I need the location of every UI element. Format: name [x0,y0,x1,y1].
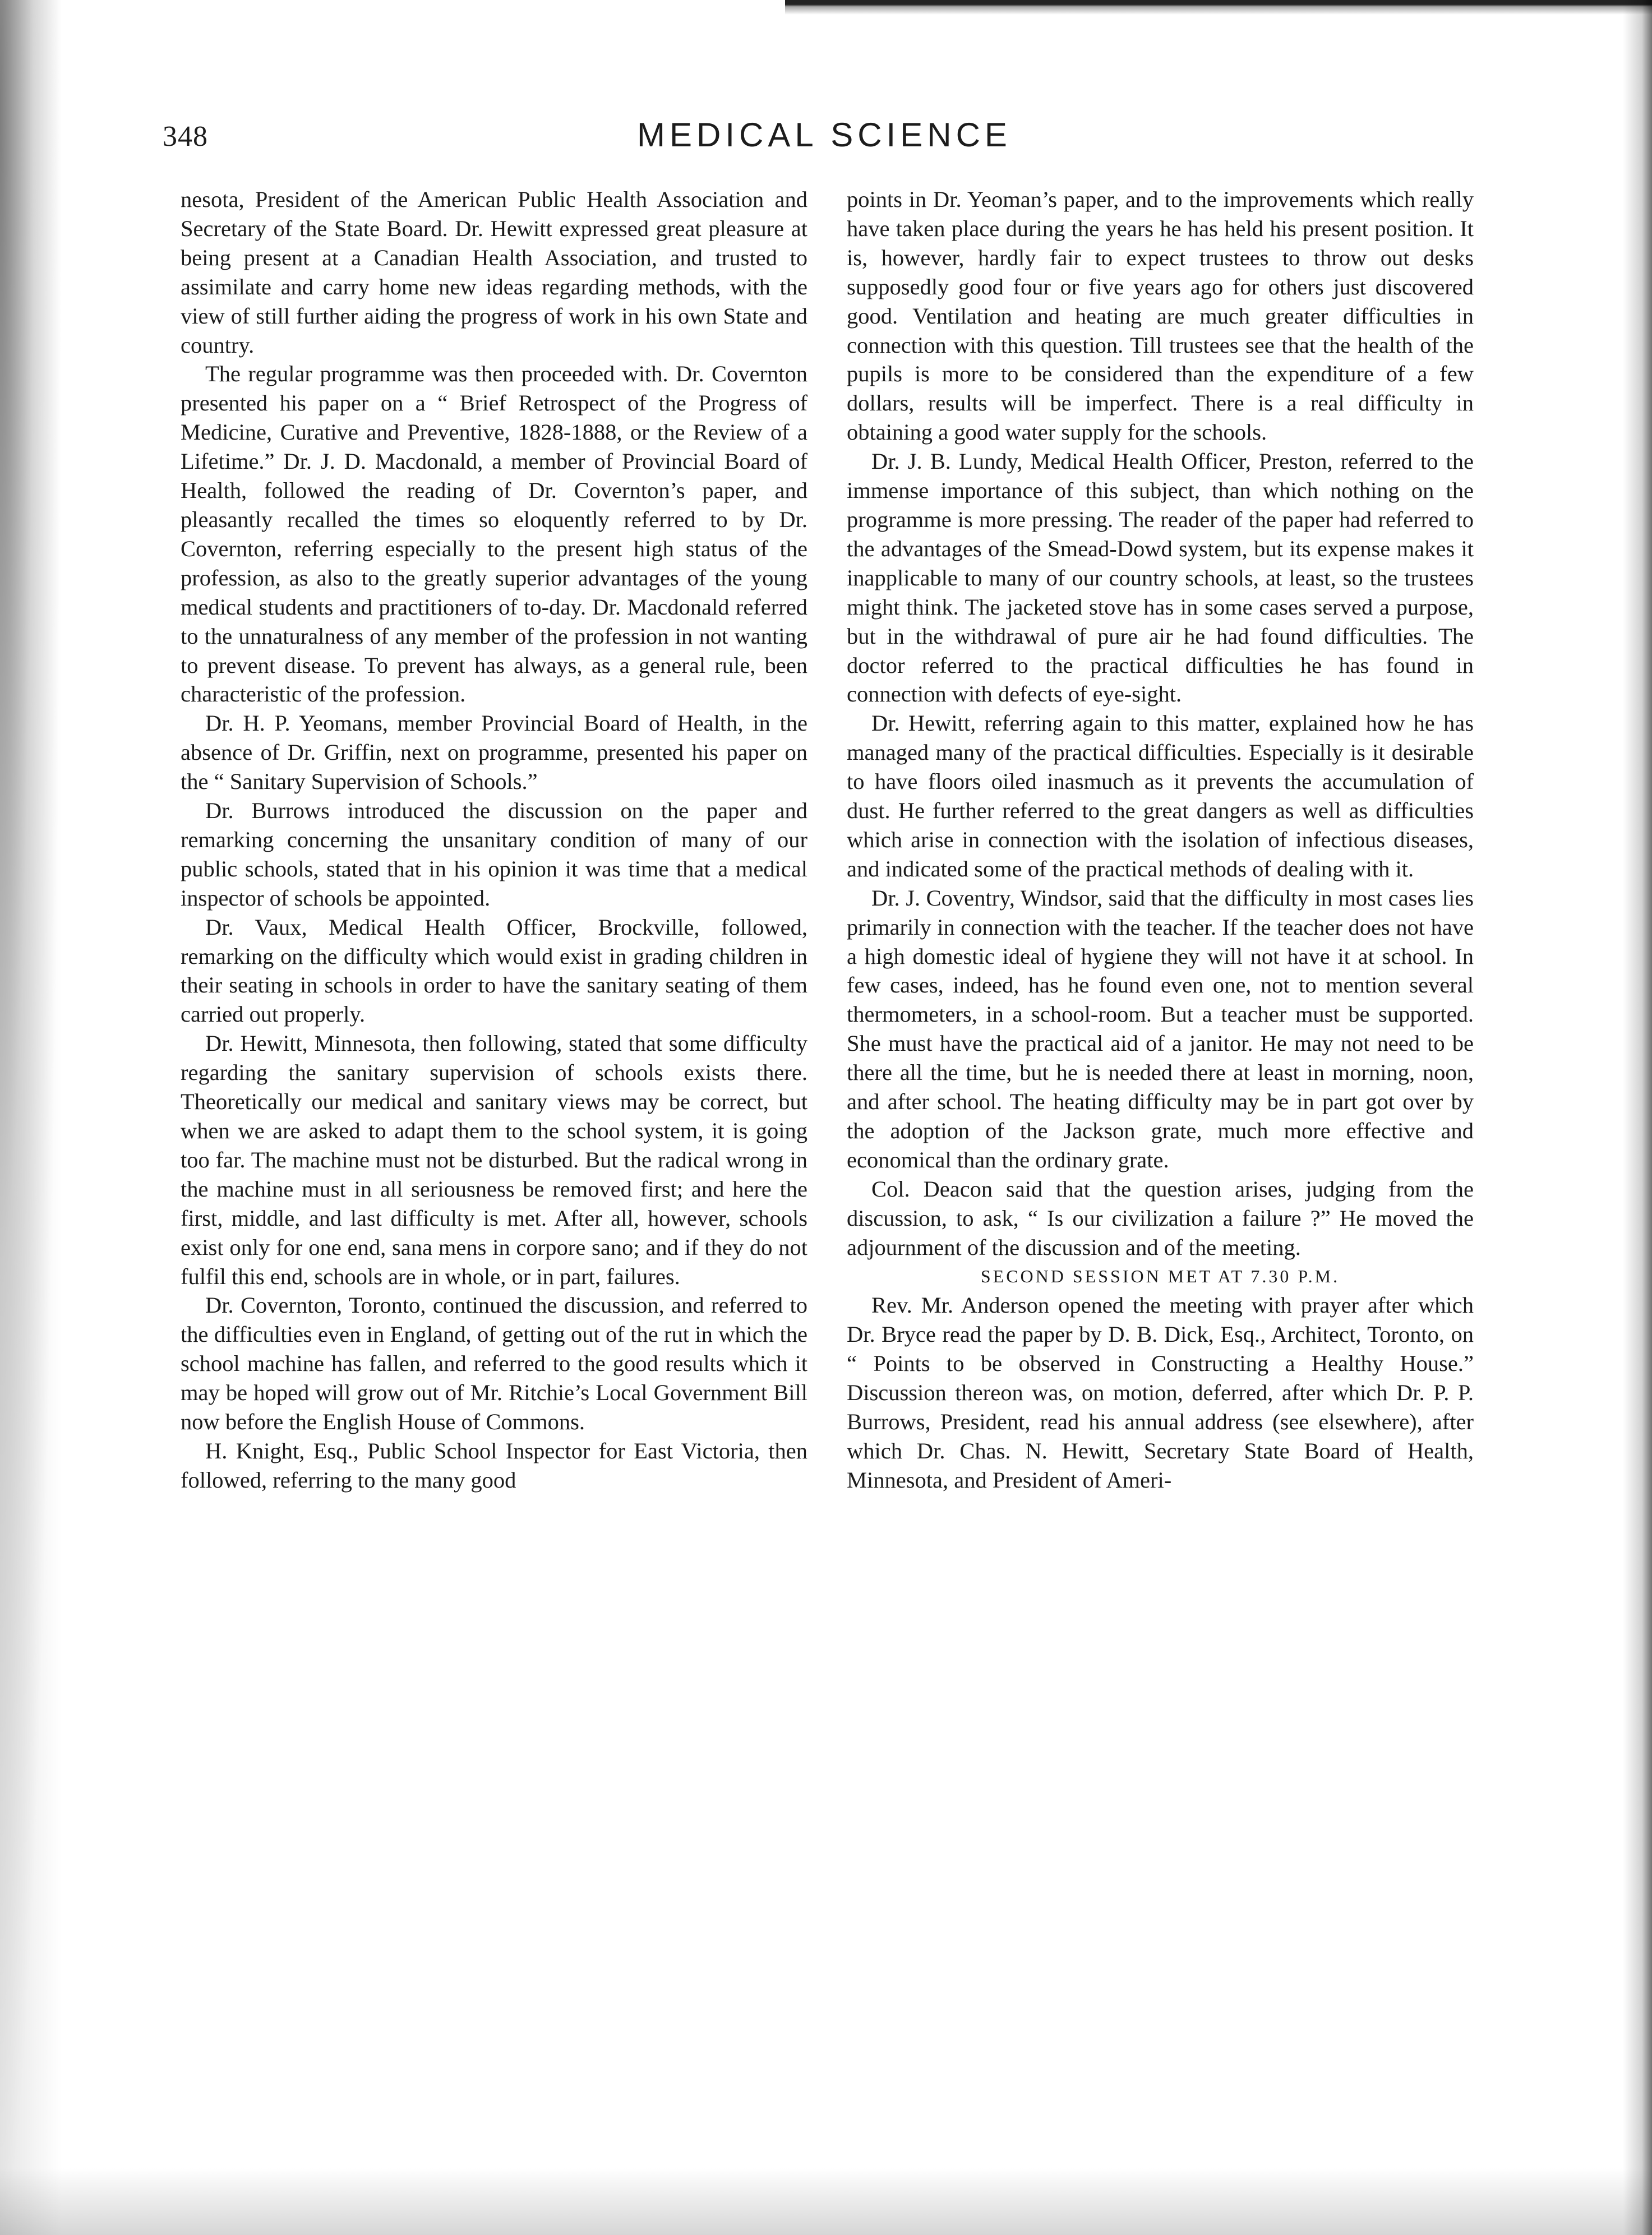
paragraph: Dr. J. Coventry, Windsor, said that the difficulty in most cases lies primarily in connection with the teacher. If the teacher does not have a high domestic ideal of hygiene they will not have it at school. In few cases, indeed, has he found even one, not to mention several thermometers, in a school-room. But a teacher must be supported. She must have the practical aid of a janitor. He may not need to be there all the time, but he is needed there at least in morning, noon, and after school. The heating difficulty may be in part got over by the adoption of the Jackson grate, much more effective and economical than the ordinary grate. [847,885,1474,1172]
paragraph: H. Knight, Esq., Public School Inspector for East Victoria, then followed, referring to the many good [181,1438,807,1493]
paragraph: points in Dr. Yeoman’s paper, and to the improvements which really have taken place during the years he has held his present position. It is, however, hardly fair to expect trustees to throw out desks supposedly good four or five years ago for others just discovered good. Ventilation and heating are much greater difficulties in connection with this question. Till trustees see that the health of the pupils is more to be considered than the expenditure of a few dollars, results will be imperfect. There is a real difficulty in obtaining a good water supply for the schools. [847,187,1474,445]
paragraph: Dr. Vaux, Medical Health Officer, Brockville, followed, remarking on the difficulty which would exist in grading children in their seating in schools in order to have the sanitary seating of them carried out properly. [181,914,807,1027]
paragraph: Rev. Mr. Anderson opened the meeting with prayer after which Dr. Bryce read the paper by D. B. Dick, Esq., Architect, Toronto, on “ Points to be observed in Constructing a Healthy House.” Discussion thereon was, on motion, deferred, after which Dr. P. P. Burrows, President, read his annual address (see elsewhere), after which Dr. Chas. N. Hewitt, Secretary State Board of Health, Minnesota, and President of Ameri- [847,1292,1474,1493]
running-title: MEDICAL SCIENCE [637,116,1012,154]
page-number: 348 [163,121,208,153]
paragraph: nesota, President of the American Public Health Association and Secretary of the State Board. Dr. Hewitt expressed great pleasure at being present at a Canadian Health Association, and trusted to assimilate and carry home new ideas regarding methods, with the view of still further aiding the progress of work in his own State and country. [181,187,807,358]
paragraph: Col. Deacon said that the question arises, judging from the discussion, to ask, “ Is our civilization a failure ?” He moved the adjournment of the discussion and of the meeting. [847,1176,1474,1260]
page-header [163,116,1486,166]
scan-edge-top [785,0,1652,15]
section-heading: SECOND SESSION MET AT 7.30 P.M. [980,1266,1340,1286]
left-column [181,185,807,1495]
paragraph: The regular programme was then proceeded with. Dr. Covernton presented his paper on a “ Brief Retrospect of the Progress of Medicine, Curative and Preventive, 1828-1888, or the Review of a Lifetime.” Dr. J. D. Macdonald, a member of Provincial Board of Health, followed the reading of Dr. Covernton’s paper, and pleasantly recalled the times so eloquently referred to by Dr. Covernton, referring especially to the present high status of the profession, as also to the greatly superior advantages of the young medical students and practitioners of to-day. Dr. Macdonald referred to the unnaturalness of any member of the profession in not wanting to prevent disease. To prevent has always, as a general rule, been characteristic of the profession. [181,361,807,707]
scan-edge-left [0,0,62,2235]
paragraph: Dr. Covernton, Toronto, continued the discussion, and referred to the difficulties even in England, of getting out of the rut in which the school machine has fallen, and referred to the good results which it may be hoped will grow out of Mr. Ritchie’s Local Government Bill now before the English House of Commons. [181,1292,807,1435]
paragraph: Dr. Hewitt, Minnesota, then following, stated that some difficulty regarding the sanitary supervision of schools exists there. Theoretically our medical and sanitary views may be correct, but when we are asked to adapt them to the school system, it is going too far. The machine must not be disturbed. But the radical wrong in the machine must in all seriousness be removed first; and here the first, middle, and last difficulty is met. After all, however, schools exist only for one end, sana mens in corpore sano; and if they do not fulfil this end, schools are in whole, or in part, failures. [181,1031,807,1289]
paragraph: Dr. J. B. Lundy, Medical Health Officer, Preston, referred to the immense importance of this subject, than which nothing on the programme is more pressing. The reader of the paper had referred to the advantages of the Smead-Dowd system, but its expense makes it inapplicable to many of our country schools, at least, so the trustees might think. The jacketed stove has in some cases served a purpose, but in the withdrawal of pure air he had found difficulties. The doctor referred to the practical difficulties he has found in connection with defects of eye-sight. [847,449,1474,707]
scan-edge-bottom [0,2168,1652,2235]
paragraph: Dr. H. P. Yeomans, member Provincial Board of Health, in the absence of Dr. Griffin, next on programme, presented his paper on the “ Sanitary Supervision of Schools.” [181,710,807,795]
paragraph: Dr. Hewitt, referring again to this matter, explained how he has managed many of the practical difficulties. Especially is it desirable to have floors oiled inasmuch as it prevents the accumulation of dust. He further referred to the great dangers as well as difficulties which arise in connection with the isolation of infectious diseases, and indicated some of the practical methods of dealing with it. [847,710,1474,881]
scan-edge-right [1623,0,1652,2235]
right-column [847,185,1474,1495]
paragraph: Dr. Burrows introduced the discussion on the paper and remarking concerning the unsanitary condition of many of our public schools, stated that in his opinion it was time that a medical inspector of schools be appointed. [181,798,807,911]
